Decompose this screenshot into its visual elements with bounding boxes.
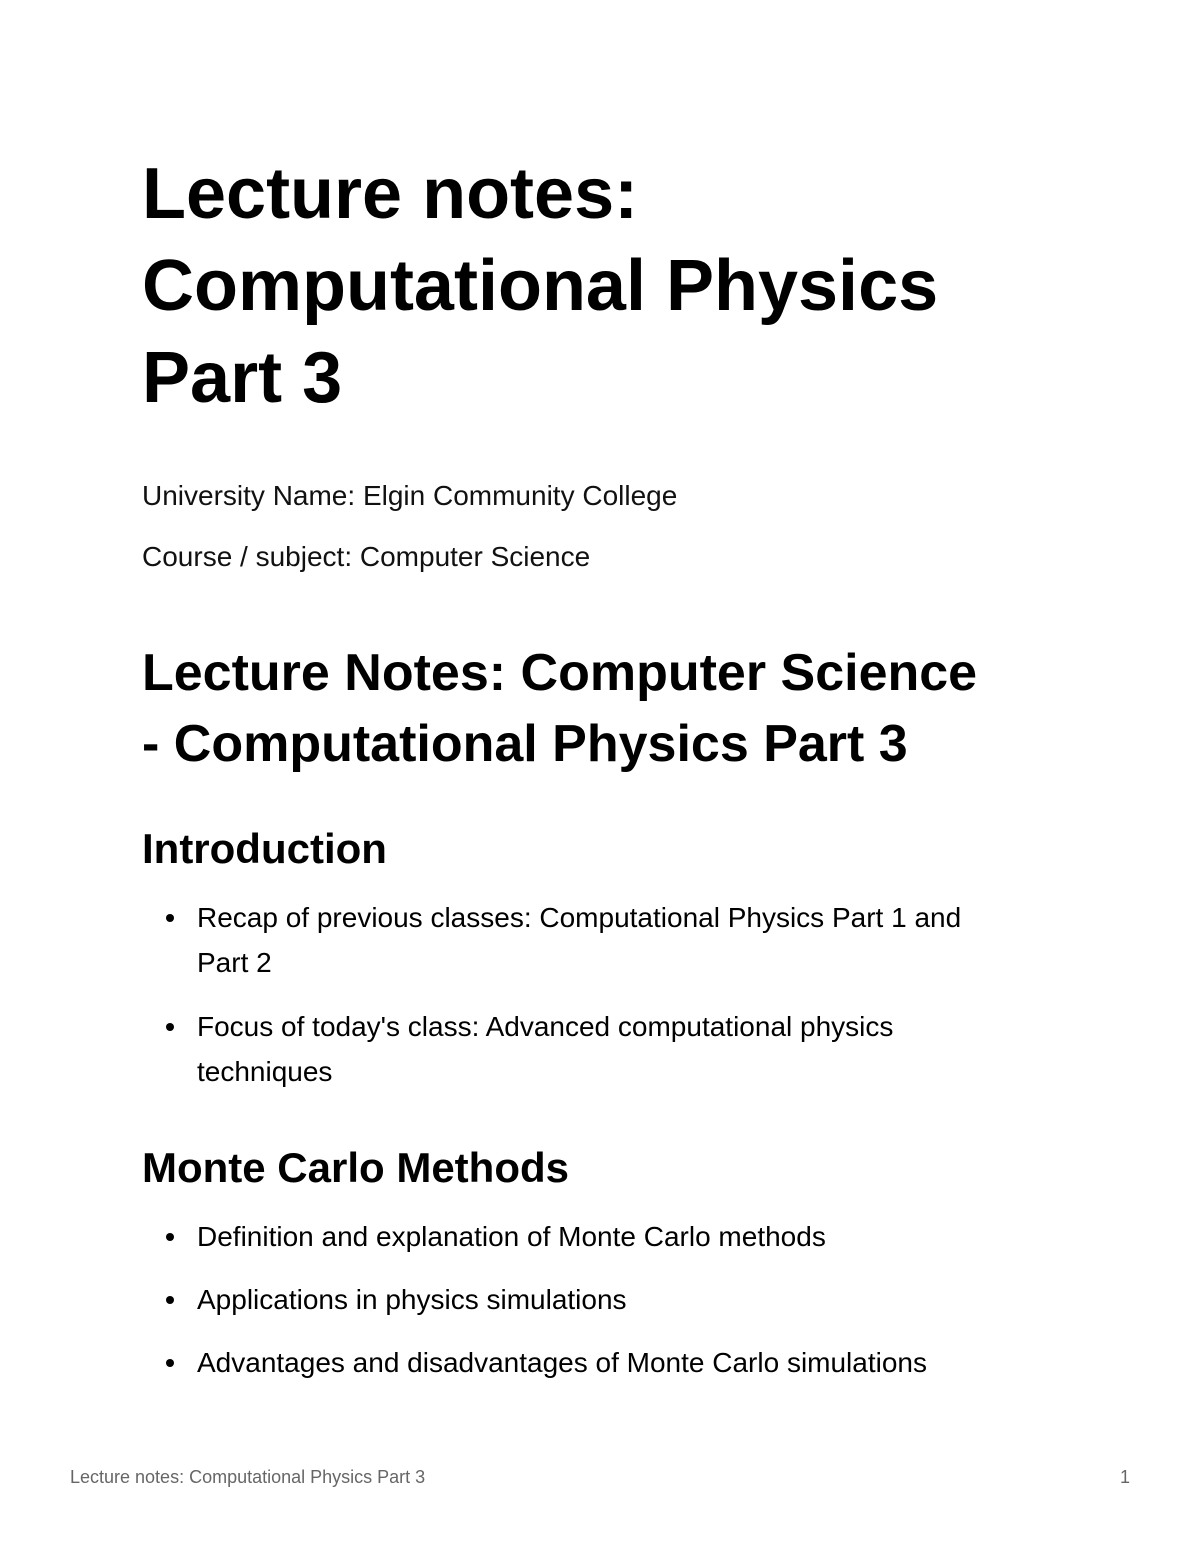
introduction-list [142, 895, 1062, 1094]
introduction-heading: Introduction [142, 825, 387, 872]
document-title-line: Lecture notes: [142, 154, 639, 234]
list-item: Applications in physics simulations [142, 1277, 1062, 1322]
list-item-line: Focus of today's class: Advanced computational physics [197, 1011, 894, 1042]
footer-title: Lecture notes: Computational Physics Part 3 [70, 1467, 426, 1487]
list-item-line: techniques [197, 1056, 333, 1087]
document-title-line: Computational Physics [142, 246, 939, 326]
list-item: Advantages and disadvantages of Monte Carlo simulations [142, 1340, 1062, 1385]
monte-carlo-heading: Monte Carlo Methods [142, 1144, 569, 1191]
list-item-line: Recap of previous classes: Computational Physics Part 1 and [197, 902, 962, 933]
page-number: 1 [1119, 1467, 1130, 1487]
document-title-line: Part 3 [142, 338, 343, 418]
list-item [142, 1004, 1062, 1094]
course-subject: Course / subject: Computer Science [142, 541, 591, 572]
list-item [142, 895, 1062, 985]
list-item: Definition and explanation of Monte Carlo methods [142, 1214, 1062, 1259]
university-name: University Name: Elgin Community College [142, 480, 678, 511]
monte-carlo-list [142, 1214, 1062, 1385]
list-item-line: Part 2 [197, 947, 272, 978]
section-heading [142, 638, 1102, 780]
document-title [142, 148, 1102, 424]
section-heading-line: Lecture Notes: Computer Science [142, 644, 978, 702]
section-heading-line: - Computational Physics Part 3 [142, 715, 908, 773]
